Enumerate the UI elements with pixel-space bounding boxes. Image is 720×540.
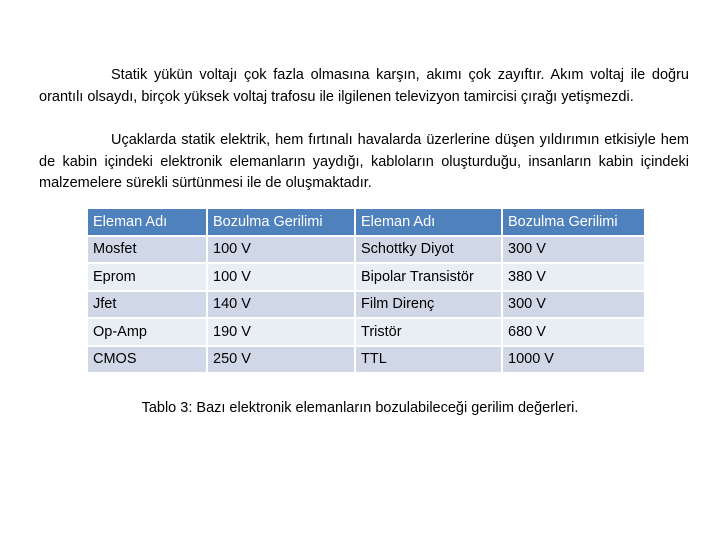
table-cell: 250 V [208, 347, 354, 373]
paragraph-static-load [39, 65, 689, 108]
column-header-element-name: Eleman Adı [356, 209, 501, 235]
table-row [88, 319, 644, 345]
table-row [88, 347, 644, 373]
table-row [88, 292, 644, 318]
paragraph-text: Statik yükün voltajı çok fazla olmasına karşın, akımı çok zayıftır. Akım voltaj ile doğru orantılı olsaydı, birçok yüksek voltaj trafosu ile ilgilenen televizyon tamircisi çırağı yetişmezdi. [39, 67, 689, 105]
table-cell: 100 V [208, 264, 354, 290]
paragraph-aircraft-static [39, 130, 689, 195]
table-row [88, 237, 644, 263]
table-cell: 300 V [503, 292, 644, 318]
table-cell: 140 V [208, 292, 354, 318]
table-cell: Film Direnç [356, 292, 501, 318]
table-cell: TTL [356, 347, 501, 373]
table-cell: Schottky Diyot [356, 237, 501, 263]
table-cell: 380 V [503, 264, 644, 290]
table-cell: Op-Amp [88, 319, 206, 345]
table-cell: 300 V [503, 237, 644, 263]
table-cell: 1000 V [503, 347, 644, 373]
table-cell: 680 V [503, 319, 644, 345]
table-caption: Tablo 3: Bazı elektronik elemanların bozulabileceği gerilim değerleri. [141, 400, 579, 416]
table-cell: 100 V [208, 237, 354, 263]
breakdown-voltage-table [86, 207, 646, 374]
table-cell: Eprom [88, 264, 206, 290]
table-cell: Mosfet [88, 237, 206, 263]
table-header-row [88, 209, 644, 235]
table-cell: Tristör [356, 319, 501, 345]
table-cell: Bipolar Transistör [356, 264, 501, 290]
paragraph-text: Uçaklarda statik elektrik, hem fırtınalı havalarda üzerlerine düşen yıldırımın etkisiyle hem de kabin içindeki elektronik elemanların yaydığı, kabloların oluşturduğu, insanların kabin içindeki malzemelere sürekli sürtünmesi ile de oluşmaktadır. [39, 132, 689, 191]
column-header-breakdown-voltage: Bozulma Gerilimi [503, 209, 644, 235]
table-row [88, 264, 644, 290]
column-header-breakdown-voltage: Bozulma Gerilimi [208, 209, 354, 235]
table-cell: 190 V [208, 319, 354, 345]
table-cell: CMOS [88, 347, 206, 373]
table-cell: Jfet [88, 292, 206, 318]
column-header-element-name: Eleman Adı [88, 209, 206, 235]
